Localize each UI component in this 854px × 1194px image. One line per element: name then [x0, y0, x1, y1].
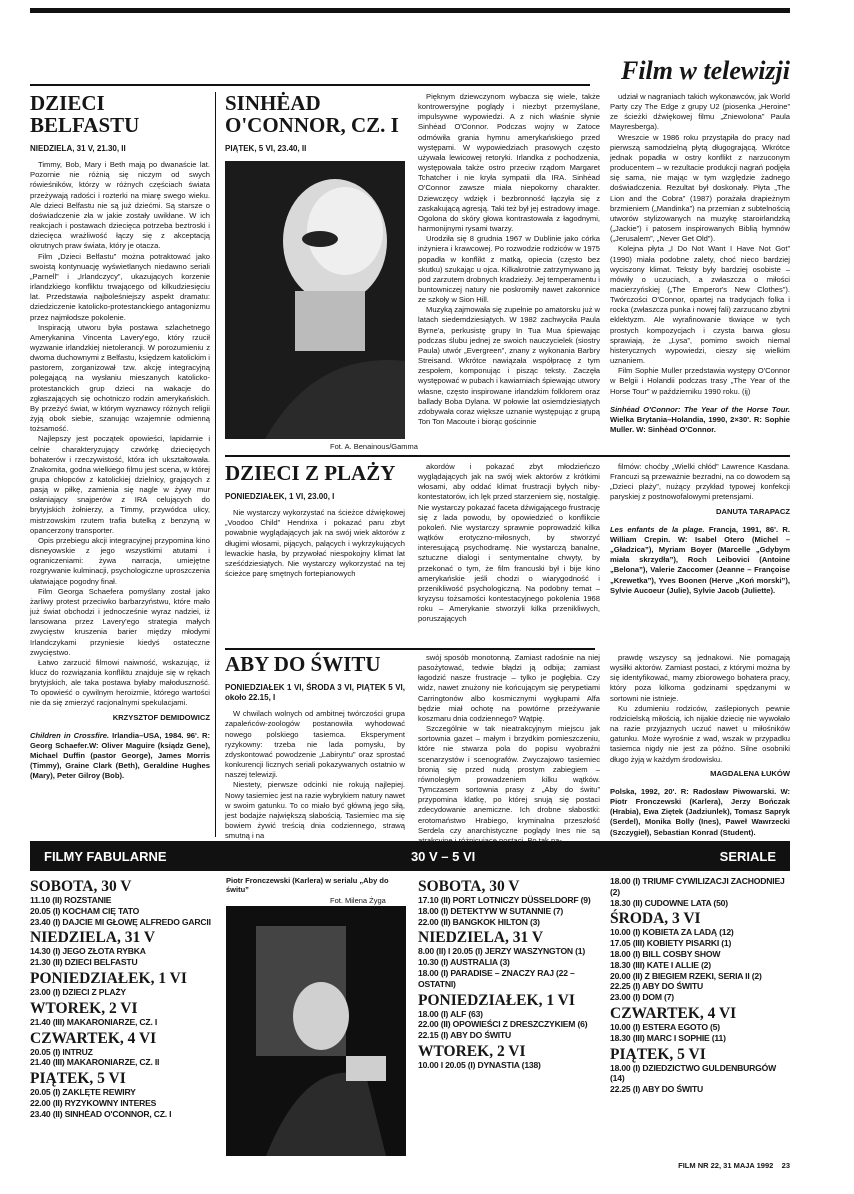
paragraph: Szczególnie w tak nieatrakcyjnym miejscu jak sortownia gazet – małym i brzydkim pomieszczeniu, które nie stwarza pola do popisu wyobraźni scenarzystów i scenografów. Zwyczajowo tasiemiec bronią się przed nudą prostym zabiegiem – równoległym prowadzeniem kilku wątków. Tymczasem sortownia prasy z „Aby do świtu” przypomina klatkę, po której snują się postaci zdecydowanie anemiczne. Ich drobne słabostki: erotomaństwo Hrabiego, kryminalna przeszłość Serdela czy anarchistyczne poglądy Ines nie są [418, 724, 600, 835]
broadcast-time: PIĄTEK, 5 VI, 23.40, II [225, 144, 307, 153]
broadcast-time: PONIEDZIAŁEK, 1 VI, 23.00, I [225, 492, 335, 501]
schedule-entry: 23.40 (II) SINHĖAD O'CONNOR, CZ. I [30, 1108, 172, 1119]
paragraph: W chwilach wolnych od ambitnej twórczości grupa zapaleńców-zoologów postanowiła wyhodować nowego polskiego tasiemca. Eksperyment ryzykowny: trzeba nie lada pomysłu, by zdyskontować powodzenie „Labiryntu” oraz sprostać konkurencji licznych seriali pokazywanych ostatnio w naszej telewizji. [225, 709, 405, 780]
paragraph: Pięknym dziewczynom wybacza się wiele, także kontrowersyjne poglądy i niezbyt przemyślane, impulsywne wypowiedzi. A z nich właśnie słynie Sinhėad O'Connor. Podczas wojny w Zatoce odmówiła grania hymnu amerykańskiego przed występami. W wypowiedziach prasowych często używała lewicowej retoryki. Irlandka z pochodzenia, występowała także ostro przeciw rządom Margaret Tchatcher i nie kryła sympatii dla IRA. Sinhėad O'Connor zawsze miała niepokorny charakter. Dziewczęcy wdzięk i bezbronność łączyła się z zaskakującą agresją. Taki też był jej estradowy image. Ogolona do skóry głowa kontrastowała z łagodnymi, harmonijnymi rysami twarzy. [418, 92, 600, 234]
headline: SINHĖAD O'CONNOR, CZ. I [225, 91, 399, 137]
paragraph: filmów: choćby „Wielki chłód” Lawrence Kasdana. Francuzi są przeważnie bezradni, na co dowodem są „Dzieci plaży”, nużący przykład typowej konfekcji paryskiej z postnowofalowymi pretensjami. [610, 462, 790, 502]
schedule-day: NIEDZIELA, 31 V [418, 929, 544, 947]
week-label: 30 V – 5 VI [410, 848, 476, 864]
schedule-entry: 10.30 (I) AUSTRALIA (3) [418, 957, 510, 968]
article-dzieci-z-plazy-col3 [610, 462, 790, 642]
article-body [418, 92, 600, 427]
credits [610, 525, 790, 596]
schedule-entry: 21.30 (II) DZIECI BELFASTU [30, 957, 138, 968]
schedule-entry: 17.10 (II) PORT LOTNICZY DÜSSELDORF (9) [418, 895, 591, 905]
paragraph: swój sposób monotonną. Zamiast radośnie na niej pasożytować, tedwie błądzi ją odbija; zamiast łagodzić nasze frustracje – tylko je pogłębia. Czy widz, nawet znużony nie końcującym się perypetiami Carringtonów albo kosmicznymi wygłupami Alfa będzie miał ochotę na powtórne przeżywanie koszmaru dnia codziennego? Wątpię. [418, 653, 600, 723]
schedule-entry: 21.40 (III) MAKARONIARZE, CZ. II [30, 1057, 160, 1068]
schedule-entry: 18.00 (I) ALF (63) [418, 1008, 483, 1019]
series-schedule-a [418, 876, 600, 1161]
article-aby-do-switu-col2 [418, 653, 600, 838]
schedule-entry: 10.00 (I) ESTERA EGOTO (5) [610, 1021, 720, 1032]
top-rule [30, 8, 790, 13]
schedule-entry: 14.30 (I) JEGO ZŁOTA RYBKA [30, 946, 146, 957]
photo-credit: Fot. Milena Żyga [330, 896, 386, 905]
article-aby-do-switu [225, 652, 405, 841]
article-body [225, 508, 405, 579]
paragraph: Łatwo zarzucić filmowi naiwność, wskazując, iż klucz do rozwiązania konfliktu znajduje się w rękach brytyjskich, ale taka postawa byłaby małoduszność. To opowieść o cywilnym heroizmie, którego wartości nie da się zmierzyć racjonalnymi spekulacjami. [30, 657, 210, 708]
headline: DZIECI BELFASTU [30, 91, 140, 137]
article-sinhead-header [225, 92, 405, 162]
paragraph: akordów i pokazać zbyt młodzieńczo wyglądających jak na swój wiek aktorów z krótkimi włosami, aby oddać klimat frustracji byłych niby-kontestatorów, ich lęk przed starzeniem się, nostalgię. Nie wystarczy pokazać faceta dźwigającego frustrację się z lada powodu, by opowiedzieć o konflikcie pokoleń. Nie wystarczy sprawnie poprowadzić kilka wątków erotyczno-miłosnych, by stworzyć interesującą psychodramę. Nie wystarczą banalne, sztuczne dialogi i sentymentalne chwyty, by przekonać o tym, że film francuski był i bije kino amerykańskie jeśli chodzi o wiarygodność i przenikliwość psychologiczną. Na podobny temat – kryzysu tożsamości kontestacyjnego pokolenia 1968 roku – Amerykanie stworzyli kilka przenikliwych, poruszających [418, 462, 600, 624]
portrait-illustration [225, 161, 405, 439]
photo-fronczewski [226, 906, 406, 1156]
schedule-entry: 18.30 (II) CUDOWNE LATA (50) [610, 897, 728, 908]
article-body [610, 653, 790, 765]
films-label: FILMY FABULARNE [44, 848, 167, 864]
headline: ABY DO ŚWITU [225, 652, 381, 676]
schedule-entry: 23.00 (I) DZIECI Z PLAŻY [30, 986, 126, 997]
photo-caption: Piotr Fronczewski (Karlera) w serialu „Aby do świtu” [226, 876, 389, 894]
article-rule [225, 648, 595, 650]
schedule-entry: 22.00 (II) BANGKOK HILTON (3) [418, 916, 540, 927]
column-divider [215, 92, 216, 837]
author: DANUTA TARAPACZ [716, 506, 790, 516]
schedule-day: CZWARTEK, 4 VI [30, 1029, 157, 1047]
schedule-entry: 20.00 (II) Z BIEGIEM RZEKI, SERIA II (2) [610, 970, 762, 981]
broadcast-time: NIEDZIELA, 31 V, 21.30, II [30, 144, 126, 153]
paragraph: Film „Dzieci Belfastu” można potraktować jako swoistą kontynuację wyświetlanych niedawno seriali „Parnell” i „Irlandczycy”, ukazujących korzenie irlandzkiego konfliktu trwającego od kilkudziesięciu lat. Przedstawia najboleśniejszy aspekt dramatu: dziedziczenie katolicko-protestanckiego antagonizmu przez najmłodsze pokolenie. [30, 251, 210, 322]
schedule-bar [30, 841, 790, 871]
schedule-day: PONIEDZIAŁEK, 1 VI [418, 991, 575, 1009]
schedule-entry: 21.40 (III) MAKARONIARZE, CZ. I [30, 1016, 158, 1027]
article-dzieci-z-plazy-col2 [418, 462, 600, 642]
schedule-entry: 17.05 (III) KOBIETY PISARKI (1) [610, 938, 732, 949]
section-title: Film w telewizji [620, 56, 790, 85]
schedule-entry: 11.10 (II) ROZSTANIE [30, 895, 112, 905]
schedule-day: PONIEDZIAŁEK, 1 VI [30, 969, 187, 987]
credits-text: Irlandia–USA, 1984. 96'. R: Georg Schaefer.W: Oliver Maguire (ksiądz Gene), Michael Duffin (pastor George), James Morris (Timmy), Graine Clark (Beth), Geraldine Hughes (Mary), Peter Gilroy (Bob). [30, 730, 210, 781]
credits [610, 787, 790, 838]
article-body [610, 462, 790, 503]
section-rule [30, 84, 590, 86]
paragraph: Inspiracją utworu była postawa szlachetnego Amerykanina Vincenta Lavery'ego, który rzucił wyzwanie irlandzkiej nietolerancji. W porozumieniu z dwoma duchownymi z Belfastu, księdzem katolickim i pastorem, zorganizował tzw. akcję integracyjną polegającą na wysłaniu mieszanych katolicko-protestanckich grup dzieci na wakacje do zgłaszających się ochotniczo rodzin amerykańskich. By przeżyć świat, w którym wyznawcy różnych religii żyją obok siebie, szanując wzajemnie odmienną tożsamość. [30, 322, 210, 434]
schedule-entry: 18.00 (I) DETEKTYW W SUTANNIE (7) [418, 905, 564, 916]
schedule-entry: 18.30 (III) MARC I SOPHIE (11) [610, 1032, 726, 1043]
schedule-entry: 20.05 (I) ZAKLĘTE REWIRY [30, 1087, 136, 1098]
schedule-day: PIĄTEK, 5 VI [30, 1070, 126, 1088]
portrait-illustration [226, 906, 406, 1156]
credits [610, 405, 790, 435]
schedule-entry: 10.00 (I) KOBIETA ZA LADĄ (12) [610, 927, 734, 938]
schedule-entry: 18.00 (I) PARADISE – ZNACZY RAJ (22 – OSTATNI) [418, 967, 575, 989]
issue-info: FILM NR 22, 31 MAJA 1992 [678, 1161, 774, 1170]
paragraph: Nie wystarczy wykorzystać na ścieżce dźwiękowej „Voodoo Child” Hendrixa i pokazać paru zbyt powabnie wyglądających jak na swój wiek aktorów z długimi włosami, pijących, palących i wykrzykujących lewackie hasła, by przywołać niespokojny klimat lat sześćdziesiątych. Nie wystarczy wykorzystać na tej ścieżce parę smętnych fortepianowych [225, 508, 405, 579]
paragraph: Urodziła się 8 grudnia 1967 w Dublinie jako córka inżyniera i krawcowej. Po rozwodzie rodziców w 1975 popadła w konflikt z matką, opiecia (często bez skutku) szukając u ojca. Kilkakrotnie zatrzymywano ją pod zarzutem drobnych kradzieży. Jej temperamentu i buntowniczej natury nie poskromiły nawet zakonnice ze szkoły w Sion Hill. [418, 234, 600, 305]
broadcast-time: PONIEDZIAŁEK 1 VI, ŚRODA 3 VI, PIĄTEK 5 VI, około 22.15, I [225, 683, 405, 703]
magazine-page [30, 8, 790, 1188]
article-sinhead-col1 [418, 92, 600, 452]
article-body [225, 709, 405, 841]
schedule-entry: 8.00 (II) I 20.05 (I) JERZY WASZYNGTON (1) [418, 946, 586, 957]
schedule-entry: 18.00 (I) BILL COSBY SHOW [610, 948, 721, 959]
series-label: SERIALE [719, 848, 776, 864]
credits-title: Sinhėad O'Connor: The Year of the Horse Tour. [610, 404, 790, 414]
paragraph: Film Georga Schaefera pomyślany został jako żarliwy protest przeciwko barbarzyństwu, które mało już świat obchodzi i jednocześnie wyraz nadziei, iż lansowana przez Lavery'ego strategia małych zwycięstw kruszenia barier między młodymi Irlandczykami przyniesie kiedyś ostateczne zwycięstwo. [30, 586, 210, 657]
series-schedule-b [610, 876, 790, 1161]
article-aby-do-switu-col3 [610, 653, 790, 838]
article-sinhead-col2 [610, 92, 790, 452]
schedule-entry: 20.05 (I) INTRUZ [30, 1046, 93, 1057]
article-rule [225, 455, 790, 457]
paragraph: Wreszcie w 1986 roku przystąpiła do pracy nad pierwszą samodzielną płytą długogrającą. Wkrótce jednak popadła w ostry konflikt z narzuconym producentem – w rezultacie produkcji nagrań podjęła się sama, nie mając w tym względzie żadnego doświadczenia. Rezultat był doskonały. Płyta „The Lion and the Cobra” (1987) porażała drapieżnym brzmieniem („Mandinka”) na przemian z subtelnością utworów stylizowanych na muzykę staroirlandzką („Jackie”) i patosem inspirowanych Biblią hymnów („Jerusalem”, „Never Get Old”). [610, 132, 790, 244]
paragraph: Muzyką zajmowała się zupełnie po amatorsku już w latach siedemdziesiątych. W 1982 zachwyciła Paula Byrne'a, perkusistę grupy In Tua Mua śpiewając podczas ślubu jednej ze swoich nauczycielek (siostry Paula) utwór „Evergreen”, znany z wykonania Barbry Streisand. Wkrótce nawiązała współpracę z tym zespołem, komponując i pisząc teksty. Zaczęła występować w pubach i kawiarniach śpiewając utwory własne, często inspirowane irlandzkim folklorem oraz ballady Boba Dylana. W połowie lat osiemdziesiątych zdobywała coraz większe uznanie występując z grupą Ton Ton Macoute i biorąc gościnnie [418, 305, 600, 426]
page-number: 23 [781, 1161, 790, 1170]
schedule-entry: 22.00 (II) OPOWIEŚCI Z DRESZCZYKIEM (6) [418, 1019, 588, 1030]
schedule-day: PIĄTEK, 5 VI [610, 1045, 706, 1063]
photo-sinhead [225, 161, 405, 439]
schedule-day: WTOREK, 2 VI [30, 999, 138, 1017]
schedule-entry: 22.00 (II) RYZYKOWNY INTERES [30, 1097, 157, 1108]
schedule-entry: 22.25 (I) ABY DO ŚWITU [610, 1084, 704, 1095]
schedule-entry: 23.00 (I) DOM (7) [610, 992, 674, 1003]
credits [30, 731, 210, 782]
schedule-entry: 18.00 (I) DZIEDZICTWO GULDENBURGÓW (14) [610, 1062, 777, 1084]
schedule-day: SOBOTA, 30 V [418, 878, 520, 895]
schedule-entry: 18.30 (III) KATE I ALLIE (2) [610, 959, 711, 970]
schedule-entry: 22.15 (I) ABY DO ŚWITU [418, 1030, 512, 1041]
article-body [418, 653, 600, 846]
headline: DZIECI Z PLAŻY [225, 461, 396, 485]
schedule-entry: 23.40 (I) DAJCIE MI GŁOWĘ ALFREDO GARCII [30, 916, 211, 927]
credits-title: Children in Crossfire. [30, 730, 110, 740]
credits-text: Francja, 1991, 86'. R. William Crepin. W: Isabel Otero (Michel –„Gładzica”), Myriam Boyer (Marcelle „Gdybym miała skrzydła”), Roch Leibovici (Antoine „Belona”), Valerie Zaccomer (Jeanne – Françoise „Krewetka”), Yves Boonen (Herve „Koń morski”), Sylvie Aucoeur (Julie), Sylvie Jacob (Juliette). [610, 524, 790, 595]
article-body [418, 462, 600, 625]
author: KRZYSZTOF DEMIDOWICZ [112, 712, 210, 722]
schedule-entry: 18.00 (I) TRIUMF CYWILIZACJI ZACHODNIEJ (2) [610, 876, 785, 897]
schedule-day: CZWARTEK, 4 VI [610, 1004, 737, 1022]
credits-text: Polska, 1992, 20'. R: Radosław Piwowarski. W: Piotr Fronczewski (Karlera), Jerzy Bończak (Hrabia), Ewa Ziętek (Jadziunlek), Tomasz Sapryk (Serdel), Monika Bolly (Ines), Paweł Wawrzecki (Szczygieł), Sebastian Konrad (Student). [610, 786, 790, 837]
paragraph: Film Sophie Muller przedstawia występy O'Connor w Belgii i Holandii podczas trasy „The Year of the Horse Tour” w październiku 1990 roku. (ij) [610, 366, 790, 396]
films-schedule [30, 876, 215, 1161]
paragraph: Opis przebiegu akcji integracyjnej przypomina kino disneyowskie z jego wszystkimi atutami i ograniczeniami: żywa narracja, umiejętne rozgrywanie kulminacji, psychologiczne uproszczenia ułatwiające pogodny finał. [30, 535, 210, 586]
photo-credit: Fot. A. Benainous/Gamma [330, 442, 418, 451]
schedule-day: ŚRODA, 3 VI [610, 910, 701, 928]
article-dzieci-belfastu [30, 92, 210, 837]
paragraph: prawdę wszyscy są jednakowi. Nie pomagają wysiłki aktorów. Zamiast postaci, z którymi można by się identyfikować, mamy zbiorowego bohatera pracy, który poza kilkoma godzinami spędzanymi w sortowni nie istnieje. [610, 653, 790, 703]
schedule-day: NIEDZIELA, 31 V [30, 929, 156, 947]
schedule-entry: 20.05 (I) KOCHAM CIĘ TATO [30, 905, 140, 916]
article-dzieci-z-plazy [225, 462, 405, 652]
paragraph: udział w nagraniach takich wykonawców, jak World Party czy The Edge z grupy U2 (piosenka „Heroine” ze ścieżki dźwiękowej filmu „Zniewolona” Paula Mayresberga). [610, 92, 790, 132]
credits-title: Les enfants de la plage. [610, 524, 705, 534]
article-body [610, 92, 790, 397]
article-body [30, 160, 210, 708]
paragraph: Timmy, Bob, Mary i Beth mają po dwanaście lat. Pozornie nie różnią się niczym od swych rówieśników, którzy w różnych częściach świata przeżywają radości i rozterki na miarę swego wieku. Ale dzieci Belfastu nie są już dziećmi. Są starsze o doświadczenie zła w jakie zostały uwikłane. W ich reakcjach i postawach dziecięca potrzeba beztroski i dziecięca wrażliwość łączy się z akceptacją okrutnych praw świata, który je otacza. [30, 160, 210, 251]
author: MAGDALENA ŁUKÓW [710, 768, 790, 778]
schedule-day: SOBOTA, 30 V [30, 878, 132, 895]
schedule-entry: 10.00 I 20.05 (I) DYNASTIA (138) [418, 1059, 541, 1070]
paragraph: Najlepszy jest początek opowieści, lapidarnie i celnie charakteryzujący czwórkę dziecięcych bohaterów i rzeczywistość, która ich ukształtowała. Znakomita, godna wielkiego filmu jest scena, w której grupa chłopców z katolickiej dzielnicy, grających z pasją w piłkę, zamienia się nagle w żywy mur osłaniający snajperów z IRA celujących do brytyjskich żołnierzy, a Timmy, przywódca ulicy, mistrzowskim rzutem trafia butelką z benzyną w opancerzony transporter. [30, 434, 210, 535]
page-footer [630, 1161, 790, 1170]
schedule-day: WTOREK, 2 VI [418, 1042, 526, 1060]
schedule-entry: 22.25 (I) ABY DO ŚWITU [610, 981, 704, 992]
paragraph: Niestety, pierwsze odcinki nie rokują najlepiej. Nowy tasiemiec jest na razie wybrykiem natury nawet w swoim gatunku. To co miało być główną jego siłą, jest bodajże największą słabością. Tasiemiec ma się bowiem żywić treścią dnia codziennego, strawą smutną i na [225, 780, 405, 841]
paragraph: Kolejna płyta „I Do Not Want I Have Not Got” (1990) miała podobne zalety, choć nieco bardziej wyciszony klimat. Teksty były bardziej osobiste – mówiły o uczuciach, a zwłaszcza o miłości macierzyńskiej („The Emperor's New Clothes”). Twórczości O'Connor, opartej na tradycjach folka i rocka (zwłaszcza punka i nowej fali) zarzucano zbytni eklektyzm. Ale wyrafinowanie tkwiące w tych prostych kompozycjach i czysta barwa głosu sprawiają, że „Lysa”, pomimo swoich niemal histerycznych wypowiedzi, cieszy się wielkim uznaniem. [610, 244, 790, 366]
paragraph: Ku zdumieniu rodziców, zaślepionych pewnie rodzicielską miłością, ich nijakie dziecię nie wywołało na razie przyjaznych uczuć nawet u miłośników gatunku. Może wyrośnie z wad, wszak w przypadku tasiemca nigdy nie jest za późno. Silne osobniki długo żyją w każdym środowisku. [610, 703, 790, 764]
credits-text: Wielka Brytania–Holandia, 1990, 2×30'. R: Sophie Muller. W: Sinhėad O'Connor. [610, 414, 790, 434]
